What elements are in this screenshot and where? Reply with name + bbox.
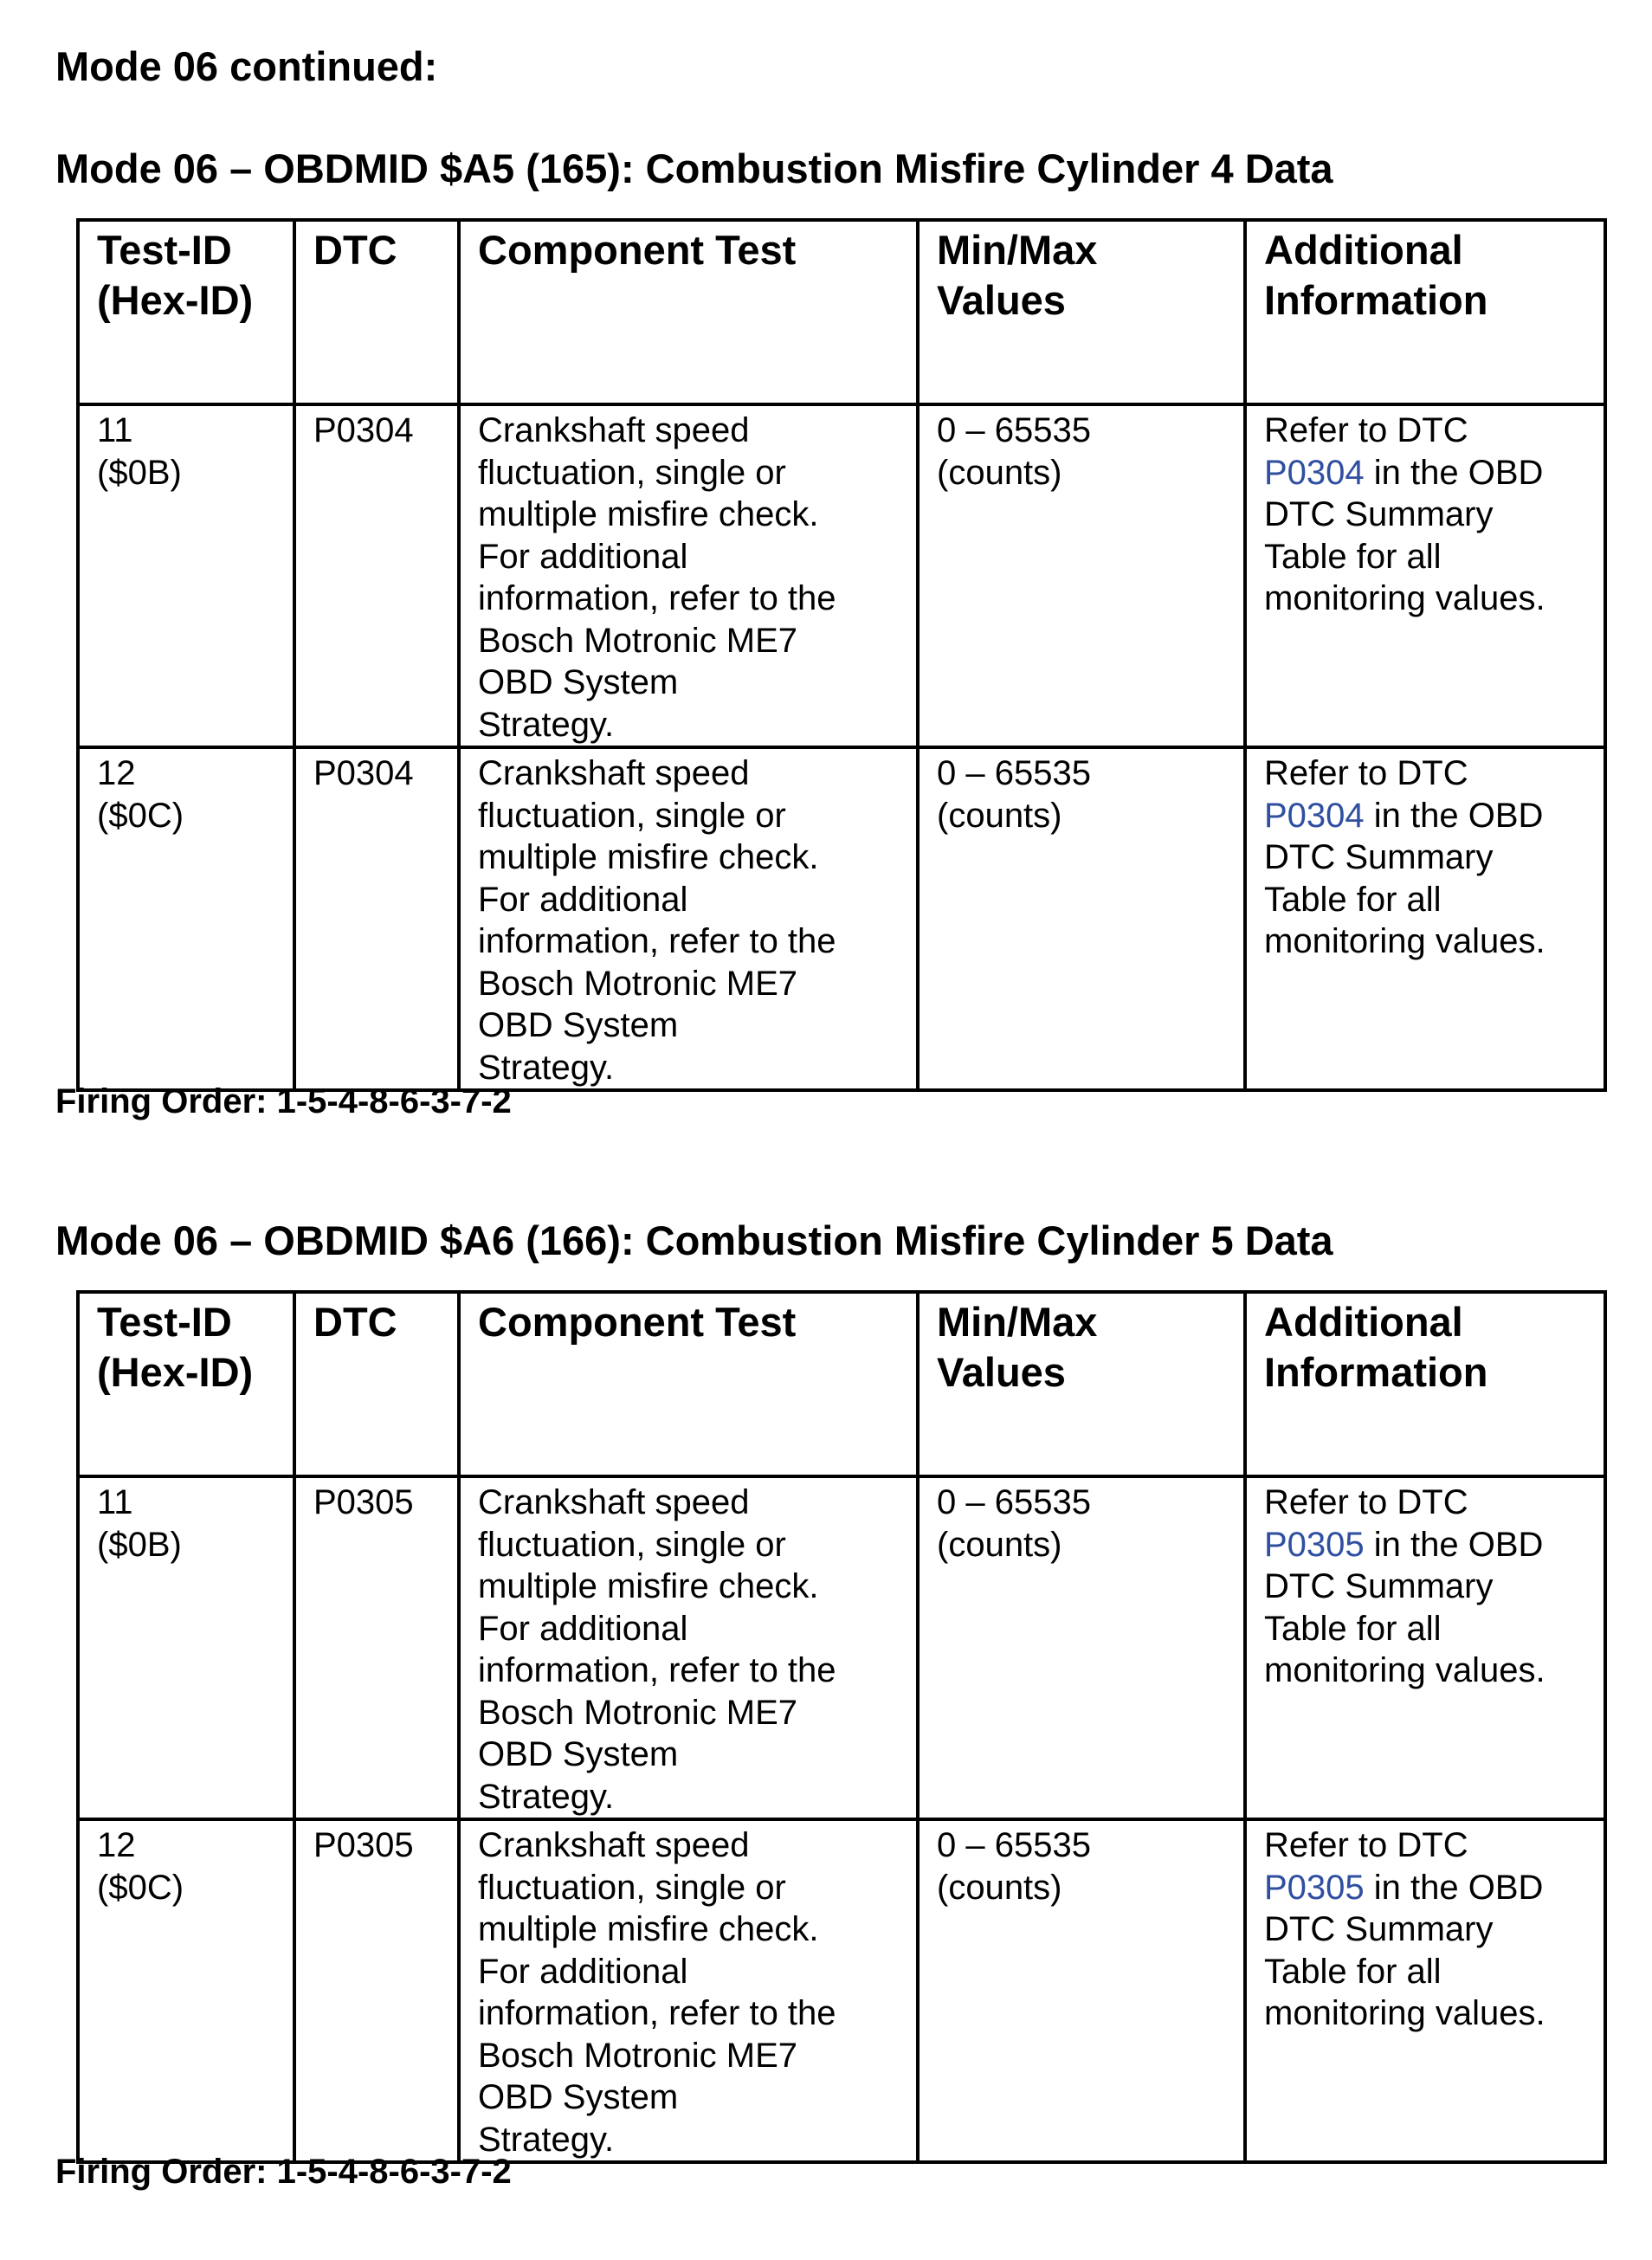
header-dtc: DTC xyxy=(294,220,459,404)
header-test-id: Test-ID (Hex-ID) xyxy=(78,220,294,404)
header-test-id: Test-ID (Hex-ID) xyxy=(78,1292,294,1476)
header-min-max: Min/Max Values xyxy=(918,1292,1245,1476)
cell-component-test: Crankshaft speed fluctuation, single or multiple misfire check. For additional information, refer to the Bosch Motronic ME7 OBD System Strategy. xyxy=(459,404,918,747)
table-row xyxy=(78,747,1605,1090)
cell-additional-info: Refer to DTC P0304 in the OBD DTC Summary Table for all monitoring values. xyxy=(1245,404,1605,747)
cell-test-id: 12 ($0C) xyxy=(78,747,294,1090)
section-title: Mode 06 – OBDMID $A5 (165): Combustion Misfire Cylinder 4 Data xyxy=(55,145,1333,191)
cell-min-max: 0 – 65535 (counts) xyxy=(918,404,1245,747)
header-component-test: Component Test xyxy=(459,1292,918,1476)
firing-order-note: Firing Order: 1-5-4-8-6-3-7-2 xyxy=(55,2153,512,2191)
dtc-summary-link[interactable]: P0304 xyxy=(1264,453,1365,492)
dtc-summary-link[interactable]: P0305 xyxy=(1264,1868,1365,1907)
header-min-max: Min/Max Values xyxy=(918,220,1245,404)
obdmid-table xyxy=(76,218,1607,1092)
firing-order-note: Firing Order: 1-5-4-8-6-3-7-2 xyxy=(55,1082,512,1120)
cell-test-id: 11 ($0B) xyxy=(78,1476,294,1819)
cell-test-id: 12 ($0C) xyxy=(78,1819,294,2162)
header-additional-info: Additional Information xyxy=(1245,220,1605,404)
header-additional-info: Additional Information xyxy=(1245,1292,1605,1476)
section-title: Mode 06 – OBDMID $A6 (166): Combustion Misfire Cylinder 5 Data xyxy=(55,1217,1333,1263)
cell-component-test: Crankshaft speed fluctuation, single or multiple misfire check. For additional information, refer to the Bosch Motronic ME7 OBD System Strategy. xyxy=(459,1476,918,1819)
table-header-row xyxy=(78,220,1605,404)
cell-component-test: Crankshaft speed fluctuation, single or multiple misfire check. For additional information, refer to the Bosch Motronic ME7 OBD System Strategy. xyxy=(459,747,918,1090)
cell-dtc: P0305 xyxy=(294,1819,459,2162)
cell-additional-info: Refer to DTC P0304 in the OBD DTC Summary Table for all monitoring values. xyxy=(1245,747,1605,1090)
header-component-test: Component Test xyxy=(459,220,918,404)
header-dtc: DTC xyxy=(294,1292,459,1476)
cell-additional-info: Refer to DTC P0305 in the OBD DTC Summary Table for all monitoring values. xyxy=(1245,1819,1605,2162)
cell-dtc: P0304 xyxy=(294,404,459,747)
page-heading: Mode 06 continued: xyxy=(55,43,438,89)
dtc-summary-link[interactable]: P0305 xyxy=(1264,1525,1365,1564)
table-row xyxy=(78,1819,1605,2162)
cell-dtc: P0304 xyxy=(294,747,459,1090)
obdmid-table xyxy=(76,1290,1607,2164)
table-row xyxy=(78,1476,1605,1819)
cell-dtc: P0305 xyxy=(294,1476,459,1819)
cell-additional-info: Refer to DTC P0305 in the OBD DTC Summary Table for all monitoring values. xyxy=(1245,1476,1605,1819)
dtc-summary-link[interactable]: P0304 xyxy=(1264,796,1365,835)
cell-test-id: 11 ($0B) xyxy=(78,404,294,747)
cell-component-test: Crankshaft speed fluctuation, single or multiple misfire check. For additional information, refer to the Bosch Motronic ME7 OBD System Strategy. xyxy=(459,1819,918,2162)
cell-min-max: 0 – 65535 (counts) xyxy=(918,1819,1245,2162)
table-row xyxy=(78,404,1605,747)
cell-min-max: 0 – 65535 (counts) xyxy=(918,1476,1245,1819)
cell-min-max: 0 – 65535 (counts) xyxy=(918,747,1245,1090)
table-header-row xyxy=(78,1292,1605,1476)
